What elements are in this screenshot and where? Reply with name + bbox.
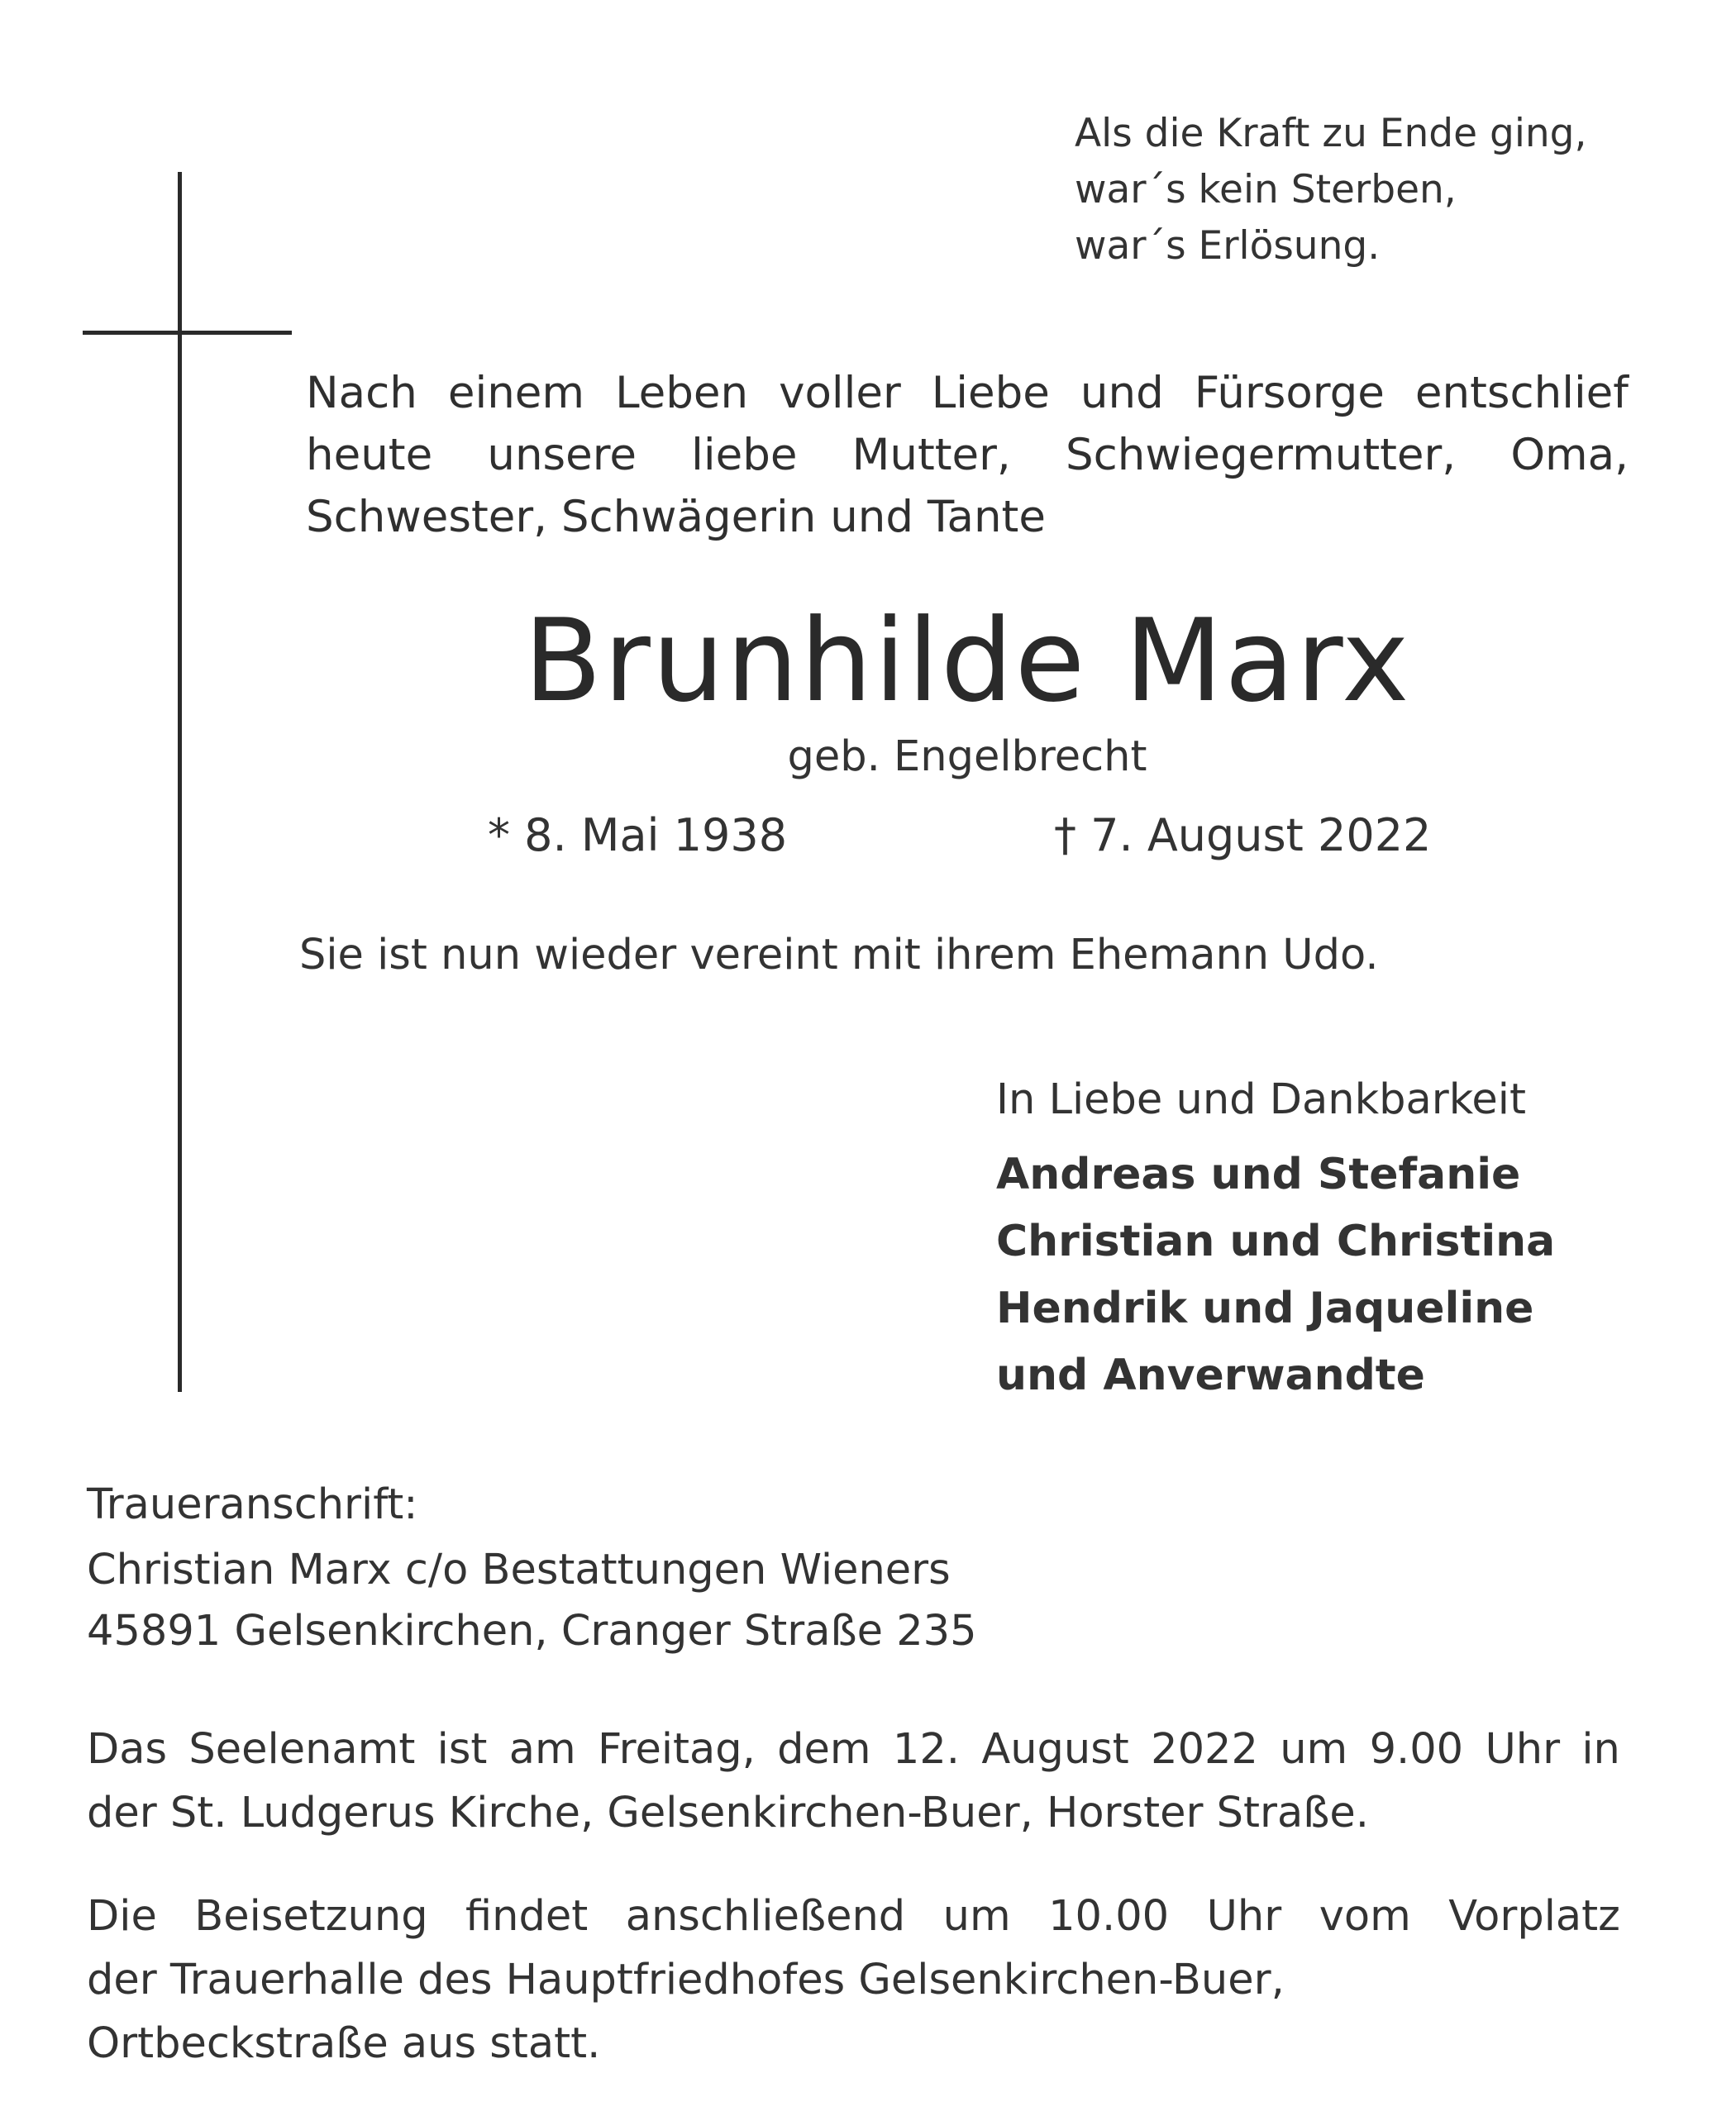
mourner-name: und Anverwandte [996,1351,1425,1400]
word: Nach [306,368,417,418]
word: 2022 [1151,1725,1258,1774]
word: 9.00 [1369,1725,1464,1774]
word: heute [306,430,433,480]
word: liebe [691,430,798,480]
word: findet [465,1892,589,1941]
paragraph-line: Ortbeckstraße aus statt. [87,2019,601,2068]
word: dem [777,1725,871,1774]
word: um [942,1892,1011,1941]
word: 10.00 [1048,1892,1170,1941]
word: Beisetzung [194,1892,428,1941]
burial-paragraph [87,1885,1620,2075]
address-line: Christian Marx c/o Bestattungen Wieners [87,1546,951,1594]
word: Schwiegermutter, [1065,430,1457,480]
word: August [981,1725,1129,1774]
word: anschließend [625,1892,906,1941]
word: unsere [487,430,637,480]
paragraph-line [87,1885,1620,1948]
word: Liebe [931,368,1050,418]
word: Seelenamt [188,1725,416,1774]
word: 12. [892,1725,961,1774]
word: entschlief [1414,368,1629,418]
paragraph-line: der St. Ludgerus Kirche, Gelsenkirchen-Buer, Horster Straße. [87,1789,1369,1837]
reunited-text: Sie ist nun wieder vereint mit ihrem Ehemann Udo. [299,931,1379,979]
cross-horizontal-bar [83,331,292,335]
mourners-block [996,1070,1674,1409]
word: Mutter, [851,430,1011,480]
word: Fürsorge [1194,368,1385,418]
intro-line: Schwester, Schwägerin und Tante [306,492,1046,542]
motto-line: Als die Kraft zu Ende ging, [1075,111,1587,156]
intro-line [306,362,1629,424]
word: vom [1319,1892,1411,1941]
birth-name: geb. Engelbrecht [787,732,1147,781]
word: Leben [615,368,749,418]
word: Uhr [1206,1892,1282,1941]
intro-text [306,362,1629,548]
motto-line: war´s Erlösung. [1075,223,1381,269]
birth-date: * 8. Mai 1938 [488,809,788,861]
word: Uhr [1485,1725,1561,1774]
word: Vorplatz [1448,1892,1620,1941]
word: ist [436,1725,488,1774]
paragraph-line [87,1718,1620,1781]
word: in [1581,1725,1620,1774]
cross-vertical-bar [178,172,182,1392]
requiem-mass-paragraph [87,1718,1620,1845]
mourner-name: Hendrik und Jaqueline [996,1284,1534,1333]
word: um [1280,1725,1348,1774]
intro-line [306,424,1629,486]
word: Freitag, [597,1725,756,1774]
word: Das [87,1725,168,1774]
condolence-address [87,1475,1657,1662]
word: Die [87,1892,157,1941]
motto [1075,106,1703,274]
death-date: † 7. August 2022 [1054,809,1432,861]
word: Oma, [1510,430,1629,480]
word: voller [779,368,901,418]
paragraph-line: der Trauerhalle des Hauptfriedhofes Gelsenkirchen-Buer, [87,1956,1285,2004]
word: einem [447,368,585,418]
address-line: 45891 Gelsenkirchen, Cranger Straße 235 [87,1607,977,1656]
mourners-greeting: In Liebe und Dankbarkeit [996,1075,1526,1124]
mourner-name: Christian und Christina [996,1217,1556,1266]
word: am [508,1725,576,1774]
mourner-name: Andreas und Stefanie [996,1150,1521,1199]
address-label: Traueranschrift: [87,1480,418,1529]
motto-line: war´s kein Sterben, [1075,167,1457,212]
deceased-name: Brunhilde Marx [523,594,1411,727]
word: und [1080,368,1164,418]
